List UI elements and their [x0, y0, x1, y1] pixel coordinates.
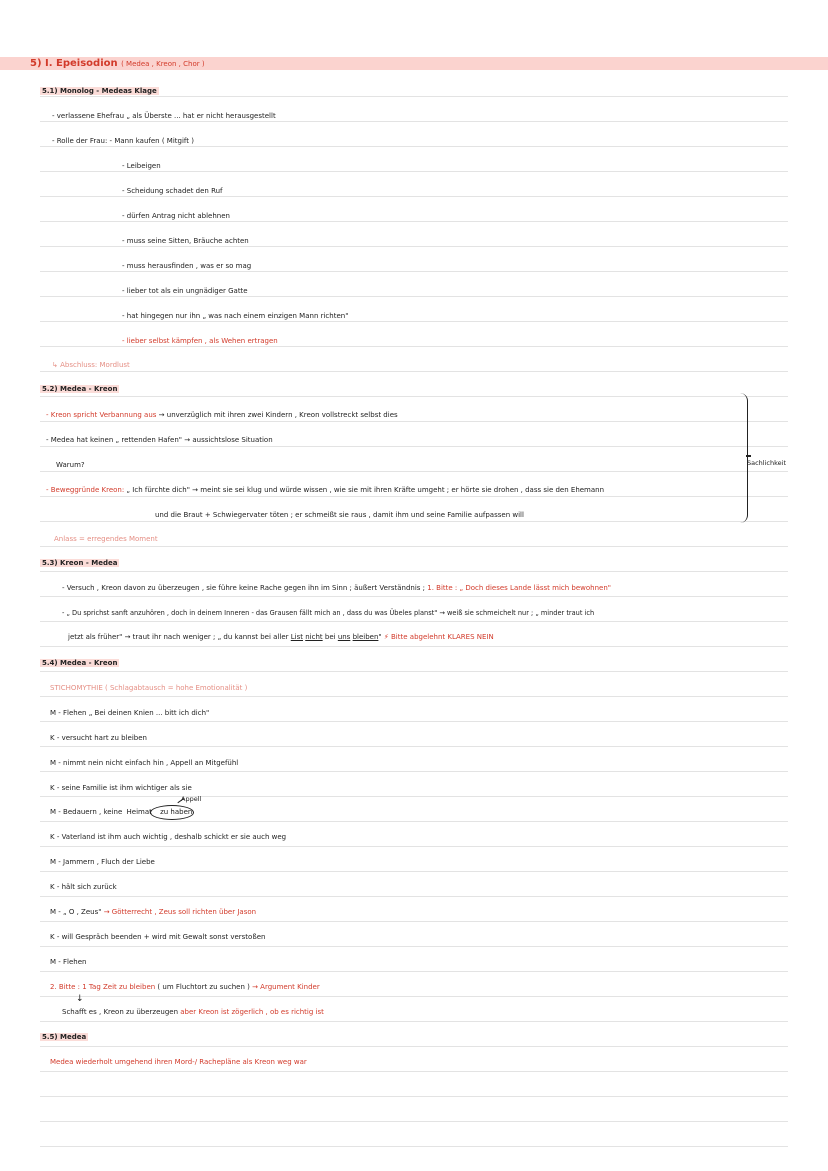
ruled-line — [40, 646, 788, 647]
ruled-line — [40, 1021, 788, 1022]
ruled-line — [40, 721, 788, 722]
note-line: - muss herausfinden , was er so mag — [122, 262, 252, 270]
note-text: → Argument Kinder — [249, 983, 320, 991]
note-line: - lieber selbst kämpfen , als Wehen ertragen — [122, 337, 278, 345]
note-line: - Leibeigen — [122, 162, 161, 170]
note-line: - „ Du sprichst sanft anzuhören , doch in deinem Inneren - das Grausen fällt mich an , dass du was Übeles planst" → weiß sie schmeichelt nur ; „ minder traut ich — [62, 609, 595, 617]
note-text: " — [378, 633, 382, 641]
section-heading-text: 5.2) Medea - Kreon — [42, 385, 118, 393]
note-text: ( um Fluchtort zu suchen ) — [155, 983, 250, 991]
ruled-line — [40, 546, 788, 547]
ruled-line — [40, 296, 788, 297]
ruled-line — [40, 471, 788, 472]
note-text: - Kreon spricht Verbannung aus — [46, 411, 157, 419]
note-line: - muss seine Sitten, Bräuche achten — [122, 237, 249, 245]
ruled-line — [40, 1071, 788, 1072]
ruled-line — [40, 1046, 788, 1047]
note-line — [68, 632, 494, 642]
note-line — [62, 1007, 324, 1017]
underlined-word: uns — [337, 633, 351, 641]
underlined-word: nicht — [305, 633, 323, 641]
section-heading-5-4 — [40, 658, 119, 668]
ruled-line — [40, 946, 788, 947]
note-line: K - versucht hart zu bleiben — [50, 734, 147, 742]
note-line — [46, 485, 604, 495]
ruled-line — [40, 971, 788, 972]
note-line: M - Flehen — [50, 958, 87, 966]
section-heading-text: 5.1) Monolog - Medeas Klage — [42, 87, 157, 95]
note-text: zu haben — [157, 808, 193, 816]
ruled-line — [40, 246, 788, 247]
ruled-line — [40, 1121, 788, 1122]
ruled-line — [40, 921, 788, 922]
note-text: Schafft es , Kreon zu überzeugen — [62, 1008, 181, 1016]
ruled-line — [40, 871, 788, 872]
note-text: - Versuch , Kreon davon zu überzeugen , sie führe keine Rache gegen ihn im Sinn ; äußert Verständnis ; — [62, 584, 426, 592]
ruled-line — [40, 596, 788, 597]
ruled-line — [40, 621, 788, 622]
ruled-line — [40, 371, 788, 372]
ruled-line — [40, 196, 788, 197]
ruled-line — [40, 1096, 788, 1097]
note-line: M - nimmt nein nicht einfach hin , Appell an Mitgefühl — [50, 759, 239, 767]
note-line — [50, 907, 256, 917]
section-heading-text: 5.5) Medea — [42, 1033, 87, 1041]
ruled-line — [40, 346, 788, 347]
section-heading-5-5 — [40, 1032, 88, 1042]
note-text: M - Bedauern , keine — [50, 808, 125, 816]
section-heading-5-3 — [40, 558, 119, 568]
note-text: „ Ich fürchte dich" → meint sie sei klug und würde wissen , wie sie mit ihren Kräfte umgeht ; er hörte sie drohen , dass sie den Ehemann — [124, 486, 605, 494]
underlined-word: List — [290, 633, 303, 641]
note-line: K - seine Familie ist ihm wichtiger als sie — [50, 784, 192, 792]
note-text: bei — [322, 633, 338, 641]
note-line: - Scheidung schadet den Ruf — [122, 187, 223, 195]
title-main: 5) I. Epeisodion — [30, 58, 118, 69]
section-heading-5-1 — [40, 86, 159, 96]
note-text: - Beweggründe Kreon: — [46, 486, 125, 494]
ruled-line — [40, 571, 788, 572]
note-text: → unverzüglich mit ihren zwei Kindern , Kreon vollstreckt selbst dies — [156, 411, 398, 419]
brace-label: Sachlichkeit — [747, 459, 786, 467]
note-line: Warum? — [56, 461, 85, 469]
ruled-line — [40, 396, 788, 397]
arrow-down-icon: ↓ — [76, 994, 84, 1004]
ruled-line — [40, 171, 788, 172]
ruled-line — [40, 821, 788, 822]
note-line: Anlass = erregendes Moment — [54, 535, 158, 543]
page-title — [30, 58, 205, 69]
ruled-line — [40, 896, 788, 897]
ruled-line — [40, 96, 788, 97]
curly-brace-tip — [746, 455, 751, 457]
note-text: → Götterrecht , Zeus soll richten über Jason — [101, 908, 257, 916]
note-line: K - Vaterland ist ihm auch wichtig , deshalb schickt er sie auch weg — [50, 833, 287, 841]
title-sub: ( Medea , Kreon , Chor ) — [121, 60, 205, 68]
note-text: 1. Bitte : „ Doch dieses Lande lässt mich bewohnen" — [425, 584, 612, 592]
note-line: - dürfen Antrag nicht ablehnen — [122, 212, 230, 220]
note-line: - lieber tot als ein ungnädiger Gatte — [122, 287, 248, 295]
note-line: - Rolle der Frau: - Mann kaufen ( Mitgift ) — [52, 137, 194, 145]
ruled-line — [40, 321, 788, 322]
note-line — [50, 807, 192, 817]
note-text: 2. Bitte : 1 Tag Zeit zu bleiben — [50, 983, 156, 991]
ruled-line — [40, 996, 788, 997]
note-text: aber Kreon ist zögerlich , ob es richtig ist — [180, 1008, 324, 1016]
ruled-line — [40, 671, 788, 672]
note-line: - verlassene Ehefrau „ als Überste ... hat er nicht herausgestellt — [52, 112, 276, 120]
section-heading-5-2 — [40, 384, 119, 394]
note-line: - hat hingegen nur ihn „ was nach einem einzigen Mann richten" — [122, 312, 349, 320]
note-line — [50, 982, 320, 992]
note-line: - Medea hat keinen „ rettenden Hafen" → aussichtslose Situation — [46, 436, 273, 444]
ruled-line — [40, 146, 788, 147]
note-line: M - Flehen „ Bei deinen Knien ... bitt ich dich" — [50, 709, 210, 717]
annotation-appell: Appell — [181, 795, 202, 803]
ruled-line — [40, 271, 788, 272]
ruled-line — [40, 696, 788, 697]
note-line: Medea wiederholt umgehend ihren Mord-/ Rachepläne als Kreon weg war — [50, 1058, 307, 1066]
ruled-line — [40, 221, 788, 222]
note-text: jetzt als früher" → traut ihr nach weniger ; „ du kannst bei aller — [68, 633, 291, 641]
note-line: K - will Gespräch beenden + wird mit Gewalt sonst verstoßen — [50, 933, 266, 941]
note-line: STICHOMYTHIE ( Schlagabtausch = hohe Emotionalität ) — [50, 684, 248, 692]
ruled-line — [40, 496, 788, 497]
underlined-word: bleiben — [352, 633, 379, 641]
note-text: M - „ O , Zeus" — [50, 908, 102, 916]
section-heading-text: 5.3) Kreon - Medea — [42, 559, 118, 567]
ruled-line — [40, 421, 788, 422]
note-line — [46, 410, 398, 420]
ruled-line — [40, 121, 788, 122]
note-line: und die Braut + Schwiegervater töten ; er schmeißt sie raus , damit ihm und seine Familie aufpassen will — [155, 511, 524, 519]
note-line — [62, 583, 611, 593]
note-line: K - hält sich zurück — [50, 883, 117, 891]
section-heading-text: 5.4) Medea - Kreon — [42, 659, 118, 667]
ruled-line — [40, 771, 788, 772]
note-text: ⚡ Bitte abgelehnt KLARES NEIN — [381, 633, 494, 641]
ruled-line — [40, 746, 788, 747]
ruled-line — [40, 446, 788, 447]
note-line: M - Jammern , Fluch der Liebe — [50, 858, 155, 866]
note-line: ↳ Abschluss: Mordlust — [52, 361, 130, 369]
ruled-line — [40, 1146, 788, 1147]
ruled-line — [40, 796, 788, 797]
ruled-line — [40, 521, 788, 522]
ruled-line — [40, 846, 788, 847]
circled-word: Heimat — [126, 808, 152, 816]
